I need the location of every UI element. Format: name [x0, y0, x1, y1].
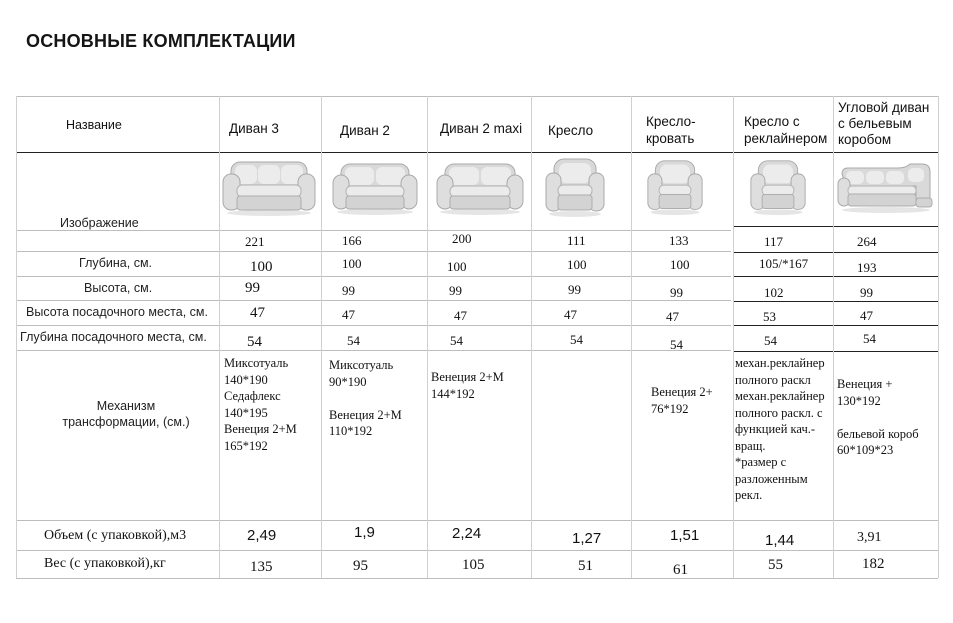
- seat-height-kreslo-recliner: 53: [763, 309, 776, 324]
- width-kreslo-krovat: 133: [669, 233, 689, 248]
- height-kreslo: 99: [568, 282, 581, 297]
- seat-depth-corner-sofa: 54: [863, 331, 876, 346]
- header-divan-2-maxi: Диван 2 maxi: [440, 121, 523, 136]
- sofa-2-seat-image: [331, 160, 419, 216]
- seat-depth-kreslo-krovat: 54: [670, 337, 683, 352]
- weight-kreslo-recliner: 55: [768, 557, 783, 573]
- mechanism-line: Седафлекс: [224, 389, 281, 403]
- header-corner-sofa: Угловой диван с бельевым коробом: [838, 100, 930, 148]
- depth-corner-sofa: 193: [857, 260, 877, 275]
- mechanism-line: 165*192: [224, 438, 268, 453]
- mechanism-line: 140*195: [224, 405, 268, 420]
- volume-divan-2: 1,9: [354, 524, 375, 541]
- seat-depth-divan-2-maxi: 54: [450, 333, 463, 348]
- header-divan-3: Диван 3: [229, 121, 279, 136]
- mechanism-label-line-1: Механизм: [96, 399, 156, 413]
- seat-depth-kreslo-recliner: 54: [764, 333, 777, 348]
- seat-height-kreslo-krovat: 47: [666, 309, 679, 324]
- row-weight-label: Вес (с упаковкой),кг: [44, 556, 166, 571]
- mechanism-divan-2: [329, 357, 402, 440]
- header-kreslo-recliner: Кресло с реклайнером: [744, 114, 828, 146]
- sofa-2-maxi-image: [435, 160, 525, 216]
- sofa-3-seat-image: [221, 158, 317, 218]
- mechanism-kreslo-recliner: [735, 355, 825, 504]
- header-kreslo-krovat: Кресло- кровать: [646, 114, 696, 146]
- mechanism-label-line-2: трансформации, (см.): [62, 414, 190, 429]
- mechanism-line: Венеция 2+: [651, 385, 713, 399]
- mechanism-line: [329, 390, 402, 407]
- weight-corner-sofa: 182: [862, 556, 885, 572]
- mechanism-line: полного раскл. с: [735, 405, 823, 420]
- seat-height-divan-2: 47: [342, 307, 355, 322]
- depth-divan-2: 100: [342, 256, 362, 271]
- seat-depth-kreslo: 54: [570, 332, 583, 347]
- volume-kreslo: 1,27: [572, 530, 602, 547]
- volume-kreslo-recliner: 1,44: [765, 532, 795, 549]
- depth-kreslo: 100: [567, 257, 587, 272]
- weight-divan-3: 135: [250, 559, 273, 575]
- width-corner-sofa: 264: [857, 234, 877, 249]
- depth-kreslo-krovat: 100: [670, 257, 690, 272]
- volume-divan-2-maxi: 2,24: [452, 525, 482, 542]
- armchair-image: [544, 156, 606, 218]
- height-divan-2-maxi: 99: [449, 283, 462, 298]
- row-image-label: Изображение: [60, 216, 139, 230]
- width-divan-2-maxi: 200: [452, 231, 472, 246]
- header-divan-2: Диван 2: [340, 123, 390, 138]
- depth-kreslo-recliner: 105/*167: [759, 256, 809, 271]
- mechanism-line: механ.реклайнер: [735, 356, 825, 370]
- mechanism-corner-sofa: [837, 376, 919, 459]
- height-corner-sofa: 99: [860, 285, 873, 300]
- weight-kreslo-krovat: 61: [673, 562, 688, 578]
- mechanism-line: Венеция +: [837, 377, 893, 391]
- row-depth-label: Глубина, см.: [79, 256, 153, 270]
- width-divan-2: 166: [342, 233, 362, 248]
- width-kreslo-recliner: 117: [764, 234, 784, 249]
- mechanism-divan-2-maxi: [431, 369, 504, 402]
- mechanism-line: рекл.: [735, 488, 763, 502]
- depth-divan-2-maxi: 100: [447, 259, 467, 274]
- row-height-label: Высота, см.: [84, 281, 153, 295]
- mechanism-line: *размер с: [735, 455, 787, 469]
- height-divan-3: 99: [245, 280, 260, 296]
- row-volume-label: Объем (с упаковкой),м3: [44, 528, 187, 543]
- mechanism-kreslo-krovat: [651, 384, 713, 417]
- height-kreslo-recliner: 102: [764, 285, 784, 300]
- mechanism-divan-3: [224, 355, 297, 454]
- armchair-bed-image: [646, 158, 704, 216]
- page-title: ОСНОВНЫЕ КОМПЛЕКТАЦИИ: [26, 31, 296, 51]
- mechanism-line: 60*109*23: [837, 443, 894, 457]
- row-seat-height-label: Высота посадочного места, см.: [26, 305, 208, 319]
- volume-corner-sofa: 3,91: [857, 530, 882, 545]
- recliner-image: [749, 158, 807, 216]
- seat-depth-divan-3: 54: [247, 334, 262, 350]
- volume-divan-3: 2,49: [247, 527, 277, 544]
- seat-height-kreslo: 47: [564, 307, 577, 322]
- mechanism-line: полного раскл: [735, 372, 811, 387]
- width-kreslo: 111: [567, 233, 586, 248]
- mechanism-line: 76*192: [651, 401, 689, 416]
- seat-height-divan-3: 47: [250, 305, 265, 321]
- mechanism-line: функцией кач.-: [735, 422, 816, 436]
- depth-divan-3: 100: [250, 259, 273, 275]
- mechanism-line: 130*192: [837, 393, 881, 408]
- mechanism-line: разложенным: [735, 471, 808, 486]
- mechanism-line: Венеция 2+М: [329, 407, 402, 422]
- mechanism-line: Миксотуаль: [224, 356, 289, 370]
- mechanism-line: 144*192: [431, 386, 475, 401]
- mechanism-line: Венеция 2+М: [224, 422, 297, 436]
- mechanism-line: механ.реклайнер: [735, 389, 825, 403]
- volume-kreslo-krovat: 1,51: [670, 527, 700, 544]
- seat-depth-divan-2: 54: [347, 333, 360, 348]
- row-seat-depth-label: Глубина посадочного места, см.: [20, 330, 207, 344]
- mechanism-line: Венеция 2+М: [431, 370, 504, 384]
- mechanism-line: [837, 409, 919, 426]
- mechanism-line: Миксотуаль: [329, 358, 394, 372]
- weight-kreslo: 51: [578, 558, 593, 574]
- mechanism-line: вращ.: [735, 438, 766, 453]
- height-kreslo-krovat: 99: [670, 285, 683, 300]
- mechanism-line: 110*192: [329, 424, 373, 438]
- height-divan-2: 99: [342, 283, 355, 298]
- mechanism-line: бельевой короб: [837, 426, 919, 441]
- width-divan-3: 221: [245, 234, 265, 249]
- mechanism-line: 90*190: [329, 374, 367, 389]
- seat-height-divan-2-maxi: 47: [454, 308, 467, 323]
- mechanism-line: 140*190: [224, 372, 268, 387]
- seat-height-corner-sofa: 47: [860, 308, 873, 323]
- row-mechanism-label: [52, 399, 200, 430]
- weight-divan-2-maxi: 105: [462, 557, 485, 573]
- header-kreslo: Кресло: [548, 123, 594, 138]
- weight-divan-2: 95: [353, 558, 368, 574]
- header-name-label: Название: [66, 118, 122, 132]
- corner-sofa-image: [836, 160, 934, 214]
